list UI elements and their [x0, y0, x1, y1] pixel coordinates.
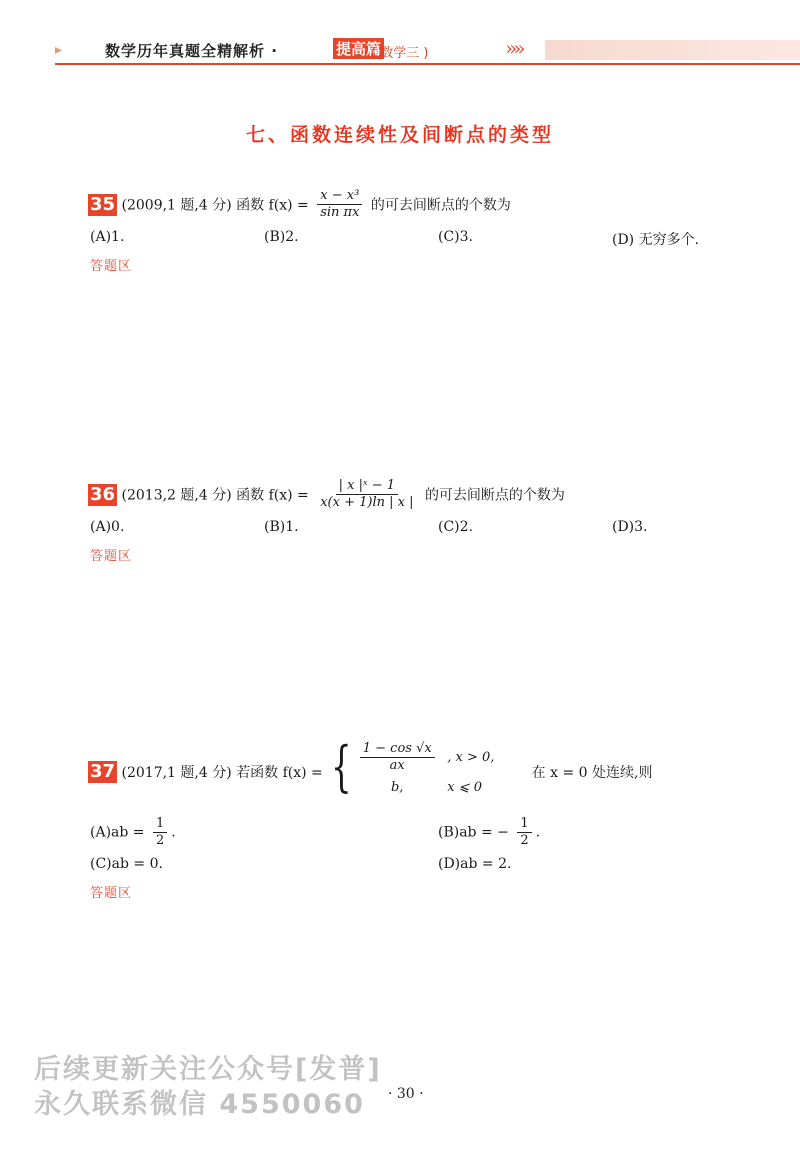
option-d: (D)3. [612, 519, 648, 535]
fraction [360, 741, 435, 774]
question-35 [88, 188, 511, 221]
question-tail: 在 x = 0 处连续,则 [531, 765, 653, 781]
denominator: sin πx [320, 205, 360, 220]
option-a: (A)1. [90, 229, 125, 245]
left-brace: { [331, 735, 352, 798]
piece-row-2 [347, 772, 527, 802]
option-b: (B)ab = − $\frac{1}{2}$ . [438, 816, 541, 848]
question-number: 36 [90, 483, 116, 505]
header-divider [55, 63, 800, 65]
question-tail: 的可去间断点的个数为 [424, 487, 565, 504]
piece-condition: x ⩽ 0 [447, 779, 482, 795]
piece-expression: b, [390, 779, 404, 795]
book-title: 数学历年真题全精解析 · [105, 42, 278, 60]
option-c: (C)ab = 0. [90, 856, 163, 872]
numerator: 1 − cos √x [360, 741, 435, 758]
option-a: (A)0. [90, 519, 125, 535]
numerator: x − x³ [317, 188, 362, 205]
fraction: $\frac{1}{2}$ [517, 816, 531, 849]
fraction [317, 188, 362, 221]
question-37 [88, 735, 653, 802]
denominator: ax [389, 757, 405, 773]
piece-row-1 [347, 742, 527, 772]
answer-area-label: 答题区 [90, 549, 133, 564]
option-b: (B)1. [264, 519, 299, 535]
numerator: | x |ˣ − 1 [336, 478, 398, 495]
section-title: 七、函数连续性及间断点的类型 [245, 124, 554, 146]
option-d: (D)ab = 2. [438, 856, 512, 872]
double-chevron-icon: »» [505, 36, 522, 60]
answer-area-label: 答题区 [90, 259, 133, 274]
option-c: (C)3. [438, 229, 473, 245]
fraction: $\frac{1}{2}$ [153, 816, 167, 849]
option-b: (B)2. [264, 229, 299, 245]
fraction [317, 478, 416, 511]
book-volume-badge: 提高篇 [333, 38, 384, 59]
watermark: 后续更新关注公众号[发普] 永久联系微信 4550060 [34, 1054, 382, 1120]
question-lead: (2013,2 题,4 分) 函数 f(x) = [121, 487, 309, 504]
question-lead: (2009,1 题,4 分) 函数 f(x) = [121, 197, 309, 214]
option-d: (D) 无穷多个. [612, 232, 700, 248]
page-header [55, 36, 800, 66]
question-tail: 的可去间断点的个数为 [370, 197, 511, 214]
question-number: 35 [90, 193, 116, 215]
book-subtitle: ( 数学三 ) [371, 46, 429, 61]
piecewise-function [331, 735, 527, 802]
page-number: · 30 · [388, 1086, 424, 1102]
option-c: (C)2. [438, 519, 473, 535]
header-decor-band [545, 40, 800, 60]
question-number: 37 [90, 761, 116, 782]
question-36 [88, 478, 565, 511]
arrow-right-icon: ▸ [55, 42, 63, 58]
answer-area-label: 答题区 [90, 886, 133, 901]
denominator: x(x + 1)ln | x | [320, 495, 414, 510]
option-a: (A)ab = $\frac{1}{2}$ . [90, 816, 176, 848]
question-lead: (2017,1 题,4 分) 若函数 f(x) = [121, 765, 323, 781]
piece-condition: , x > 0, [447, 749, 495, 765]
